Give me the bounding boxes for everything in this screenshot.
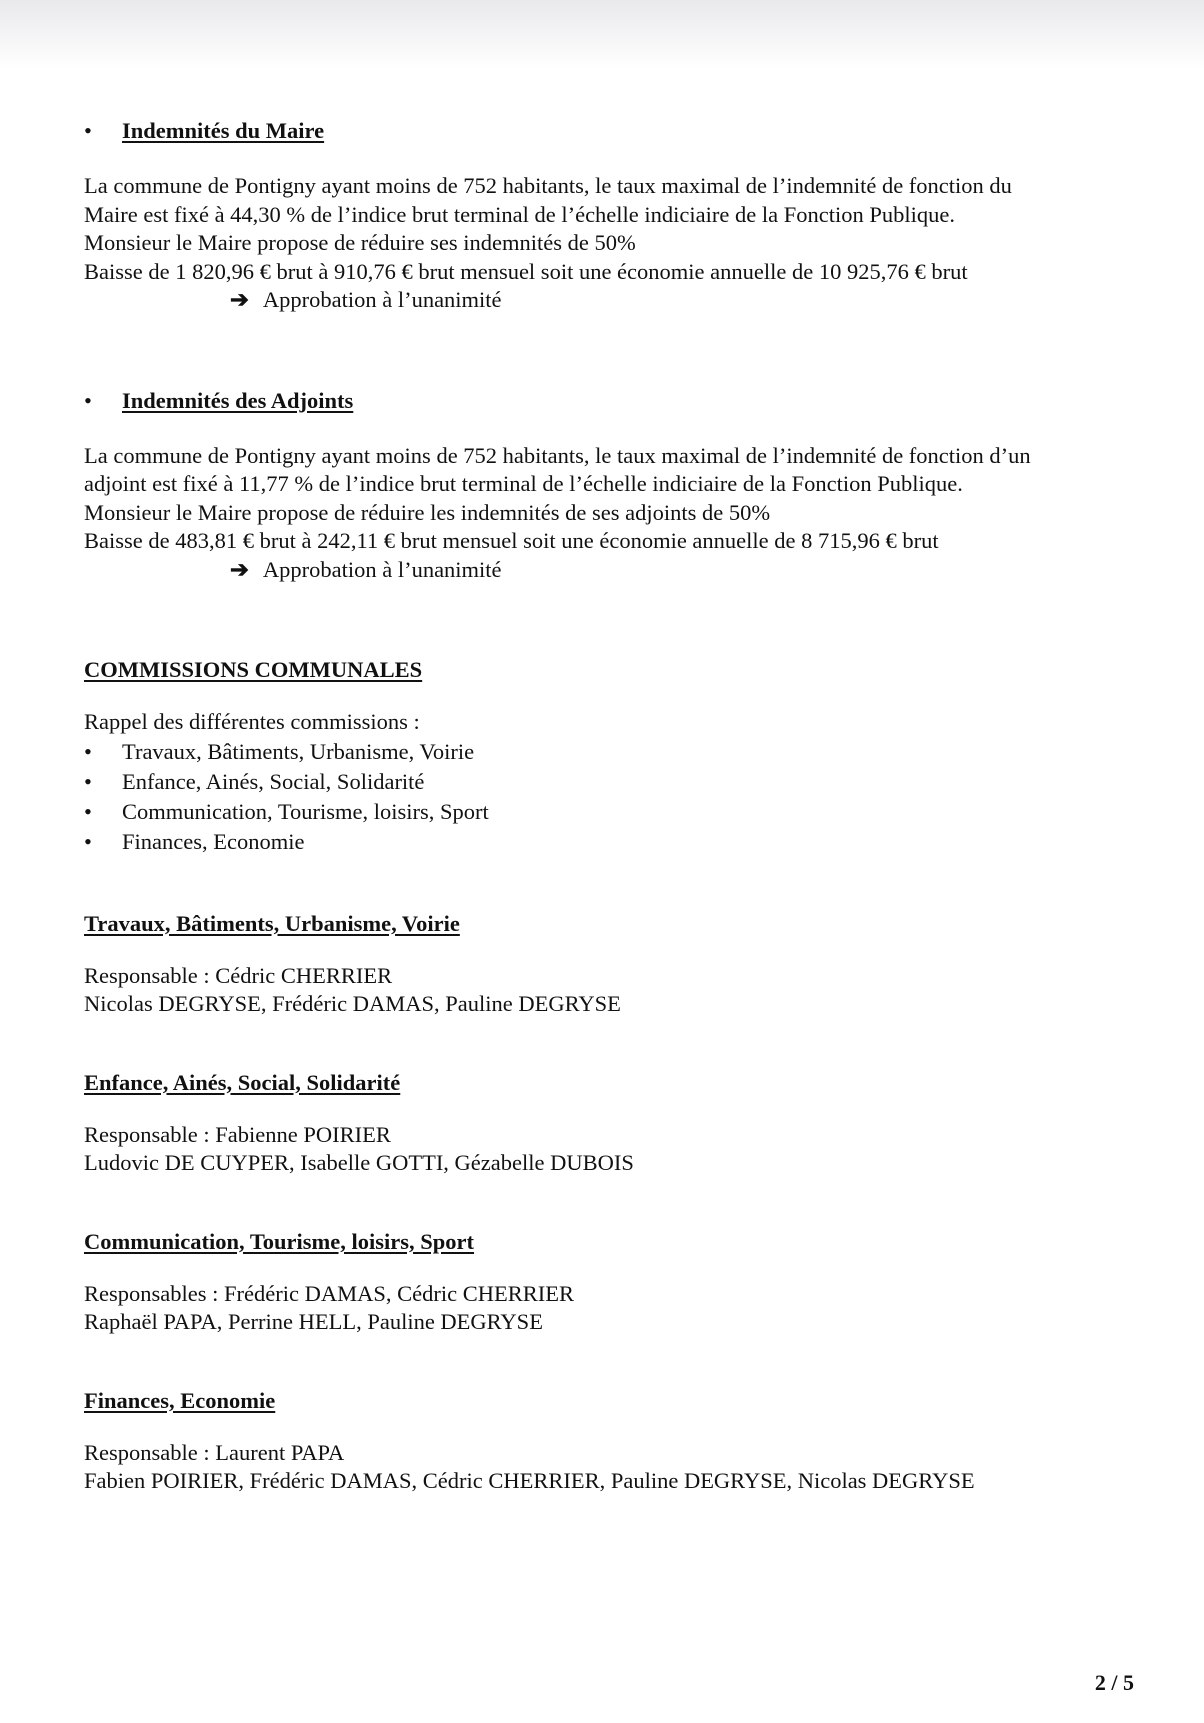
paragraph-line: adjoint est fixé à 11,77 % de l’indice brut terminal de l’échelle indiciaire de la Fonction Publique.: [84, 471, 963, 496]
commission-title-finances: Finances, Economie: [84, 1387, 276, 1413]
commission-title-communication: Communication, Tourisme, loisirs, Sport: [84, 1228, 475, 1254]
list-item: [84, 737, 1144, 767]
commissions-title: COMMISSIONS COMMUNALES: [84, 657, 423, 682]
bullet-icon: •: [84, 738, 92, 764]
heading-text: Indemnités des Adjoints: [122, 387, 354, 413]
list-item: [84, 827, 1144, 857]
paragraph-line: Baisse de 1 820,96 € brut à 910,76 € brut mensuel soit une économie annuelle de 10 925,76 € brut: [84, 258, 968, 284]
arrow-right-icon: ➔: [230, 556, 249, 582]
bullet-icon: •: [84, 798, 92, 824]
bullet-icon: •: [84, 828, 92, 854]
list-item: [84, 767, 1144, 797]
commissions-intro: Rappel des différentes commissions :: [84, 709, 420, 734]
list-item-label: Travaux, Bâtiments, Urbanisme, Voirie: [122, 738, 475, 764]
document-content: [84, 117, 1144, 1496]
commission-members: Fabien POIRIER, Frédéric DAMAS, Cédric CHERRIER, Pauline DEGRYSE, Nicolas DEGRYSE: [84, 1468, 975, 1493]
commission-title-enfance: Enfance, Ainés, Social, Solidarité: [84, 1069, 401, 1095]
commission-responsable: Responsable : Cédric CHERRIER: [84, 962, 393, 988]
list-item-label: Enfance, Ainés, Social, Solidarité: [122, 768, 425, 794]
paragraph-line: Baisse de 483,81 € brut à 242,11 € brut mensuel soit une économie annuelle de 8 715,96 € brut: [84, 528, 939, 553]
commission-title-travaux: Travaux, Bâtiments, Urbanisme, Voirie: [84, 910, 460, 936]
paragraph-line: Monsieur le Maire propose de réduire ses indemnités de 50%: [84, 230, 636, 255]
arrow-right-icon: ➔: [230, 287, 249, 312]
page-number: 2 / 5: [1094, 1670, 1134, 1695]
bullet-icon: •: [84, 118, 92, 143]
paragraph-line: Monsieur le Maire propose de réduire les indemnités de ses adjoints de 50%: [84, 499, 771, 525]
commission-responsable: Responsable : Fabienne POIRIER: [84, 1121, 391, 1147]
list-item: [84, 797, 1144, 827]
commission-members: Raphaël PAPA, Perrine HELL, Pauline DEGRYSE: [84, 1309, 543, 1334]
section-heading-maire: [84, 117, 1144, 145]
approval-text: Approbation à l’unanimité: [262, 287, 502, 312]
paragraph-line: Maire est fixé à 44,30 % de l’indice brut terminal de l’échelle indiciaire de la Fonction Publique.: [84, 201, 955, 227]
heading-text: Indemnités du Maire: [122, 118, 325, 143]
approval-line: [84, 286, 1144, 315]
commission-responsable: Responsable : Laurent PAPA: [84, 1439, 345, 1465]
approval-line: [84, 556, 1144, 585]
top-shade: [0, 0, 1204, 70]
list-item-label: Communication, Tourisme, loisirs, Sport: [122, 798, 489, 824]
list-item-label: Finances, Economie: [122, 828, 305, 854]
commission-members: Ludovic DE CUYPER, Isabelle GOTTI, Gézabelle DUBOIS: [84, 1150, 634, 1175]
paragraph-line: La commune de Pontigny ayant moins de 752 habitants, le taux maximal de l’indemnité de fonction d’un: [84, 442, 1031, 468]
commission-members: Nicolas DEGRYSE, Frédéric DAMAS, Pauline DEGRYSE: [84, 991, 621, 1016]
paragraph-line: La commune de Pontigny ayant moins de 752 habitants, le taux maximal de l’indemnité de fonction du: [84, 173, 1012, 198]
approval-text: Approbation à l’unanimité: [262, 556, 502, 582]
bullet-icon: •: [84, 768, 92, 794]
bullet-icon: •: [84, 387, 92, 413]
commission-responsable: Responsables : Frédéric DAMAS, Cédric CHERRIER: [84, 1280, 574, 1306]
section-heading-adjoints: [84, 387, 1144, 415]
